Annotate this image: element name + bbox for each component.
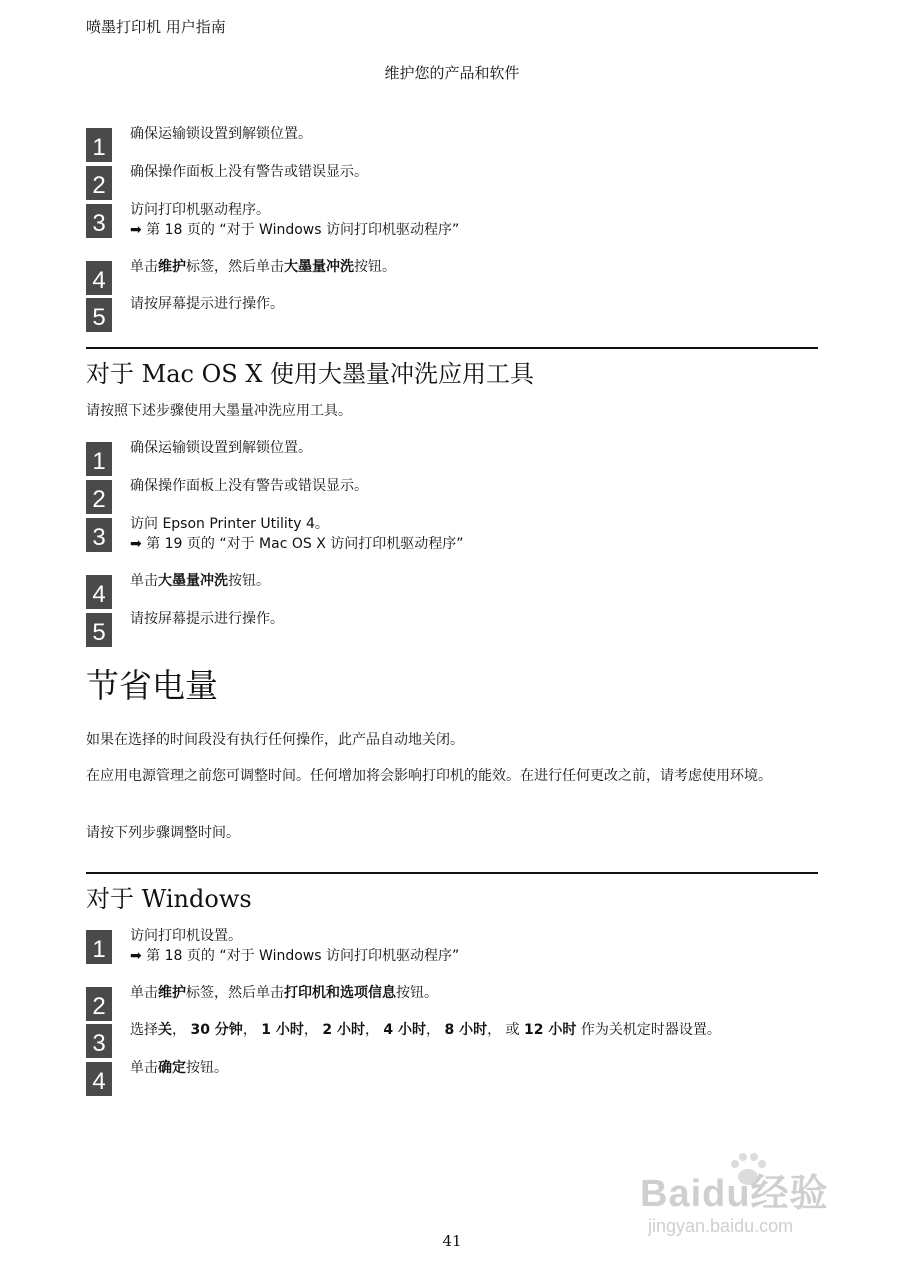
step-number: 1 [86,930,112,964]
step-text: 请按屏幕提示进行操作。 [130,296,284,312]
step-text-line: 访问打印机驱动程序。 [130,202,270,218]
step-text: 单击维护标签，然后单击打印机和选项信息按钮。 [130,985,438,1001]
step-text: 请按屏幕提示进行操作。 [130,611,284,627]
step-text: 单击确定按钮。 [130,1060,228,1076]
step-text-line: 访问打印机设置。 [130,928,242,944]
option-term: 4 小时 [383,1022,427,1038]
step-number: 4 [86,575,112,609]
power-paragraph-1: 如果在选择的时间段没有执行任何操作，此产品自动地关闭。 [86,732,464,748]
step-number: 1 [86,442,112,476]
step-text-line: 访问 Epson Printer Utility 4。 [130,516,329,532]
step-number: 2 [86,166,112,200]
step-number: 3 [86,518,112,552]
section-heading-mac: 对于 Mac OS X 使用大墨量冲洗应用工具 [86,360,535,388]
option-term: 1 小时 [261,1022,304,1038]
ui-term: 大墨量冲洗 [284,259,354,275]
option-term: 关 [158,1022,172,1038]
ui-term: 维护 [158,259,186,275]
chapter-heading-power: 节省电量 [86,666,218,705]
step-text [130,200,459,240]
option-term: 8 小时 [444,1022,488,1038]
section-divider [86,347,818,349]
step-text: 确保操作面板上没有警告或错误显示。 [130,478,368,494]
step-number: 2 [86,480,112,514]
step-number: 3 [86,204,112,238]
step-text: 确保运输锁设置到解锁位置。 [130,440,312,456]
step-number: 1 [86,128,112,162]
step-number: 4 [86,1062,112,1096]
power-paragraph-2: 在应用电源管理之前您可调整时间。任何增加将会影响打印机的能效。在进行任何更改之前，请考虑使用环境。 [86,768,772,784]
step-text: 选择关， 30 分钟， 1 小时， 2 小时， 4 小时， 8 小时， 或 12 小时 作为关机定时器设置。 [130,1022,721,1038]
step-number: 3 [86,1024,112,1058]
cross-reference-link[interactable]: ➡ 第 18 页的 “对于 Windows 访问打印机驱动程序” [130,948,460,964]
page-number: 41 [442,1232,462,1250]
section-header: 维护您的产品和软件 [384,64,520,82]
step-text: 单击维护标签，然后单击大墨量冲洗按钮。 [130,259,396,275]
option-term: 30 分钟 [190,1022,243,1038]
mac-intro: 请按照下述步骤使用大墨量冲洗应用工具。 [86,403,352,419]
ui-term: 确定 [158,1060,186,1076]
ui-term: 大墨量冲洗 [158,573,228,589]
step-text [130,514,464,554]
option-term: 2 小时 [322,1022,365,1038]
running-header: 喷墨打印机 用户指南 [86,18,226,36]
step-number: 4 [86,261,112,295]
step-text [130,926,459,966]
step-text: 确保操作面板上没有警告或错误显示。 [130,164,368,180]
ui-term: 打印机和选项信息 [284,985,396,1001]
cross-reference-link[interactable]: ➡ 第 19 页的 “对于 Mac OS X 访问打印机驱动程序” [130,536,464,552]
cross-reference-link[interactable]: ➡ 第 18 页的 “对于 Windows 访问打印机驱动程序” [130,222,460,238]
watermark-logo: Baidu经验 [640,1173,829,1215]
power-paragraph-3: 请按下列步骤调整时间。 [86,825,240,841]
section-heading-windows: 对于 Windows [86,885,252,913]
option-term: 12 小时 [524,1022,577,1038]
step-number: 2 [86,987,112,1021]
step-number: 5 [86,298,112,332]
step-number: 5 [86,613,112,647]
ui-term: 维护 [158,985,186,1001]
step-text: 确保运输锁设置到解锁位置。 [130,126,312,142]
watermark-url: jingyan.baidu.com [648,1216,794,1236]
step-text: 单击大墨量冲洗按钮。 [130,573,270,589]
section-divider [86,872,818,874]
